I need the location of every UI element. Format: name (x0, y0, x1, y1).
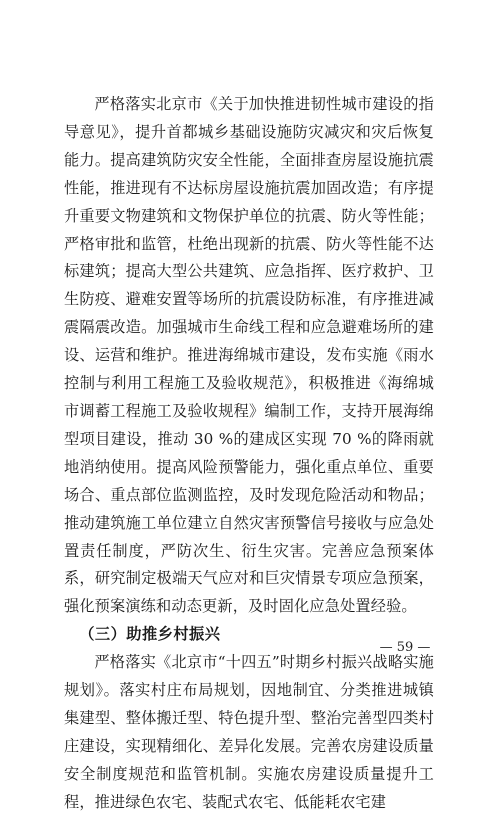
section-heading-rural-revitalization: （三）助推乡村振兴 (79, 625, 221, 644)
paragraph-resilient-city: 严格落实北京市《关于加快推进韧性城市建设的指导意见》，提升首都城乡基础设施防灾减灾和灾后恢复能力。提高建筑防灾安全性能，全面排查房屋设施抗震性能，推进现有不达标房屋设施抗震加固改造；有序提升重要文物建筑和文物保护单位的抗震、防火等性能；严格审批和监管，杜绝出现新的抗震、防火等性能不达标建筑；提高大型公共建筑、应急指挥、医疗救护、卫生防疫、避难安置等场所的抗震设防标准，有序推进减震隔震改造。加强城市生命线工程和应急避难场所的建设、运营和维护。推进海绵城市建设，发布实施《雨水控制与利用工程施工及验收规范》，积极推进《海绵城市调蓄工程施工及验收规程》编制工作，支持开展海绵型项目建设，推动 30 %的建成区实现 70 %的降雨就地消纳使用。提高风险预警能力，强化重点单位、重要场合、重点部位监测监控，及时发现危险活动和物品；推动建筑施工单位建立自然灾害预警信号接收与应急处置责任制度，严防次生、衍生灾害。完善应急预案体系，研究制定极端天气应对和巨灾情景专项应急预案，强化预案演练和动态更新，及时固化应急处置经验。 (64, 95, 434, 616)
paragraph-rural-revitalization: 严格落实《北京市“十四五”时期乡村振兴战略实施规划》。落实村庄布局规划，因地制宜、分类推进城镇集建型、整体搬迁型、特色提升型、整治完善型四类村庄建设，实现精细化、差异化发展。完善农房建设质量安全制度规范和监管机制。实施农房建设质量提升工程，推进绿色农宅、装配式农宅、低能耗农宅建 (64, 653, 434, 811)
page-number: — 59 — (379, 640, 431, 655)
body-text (64, 91, 434, 817)
